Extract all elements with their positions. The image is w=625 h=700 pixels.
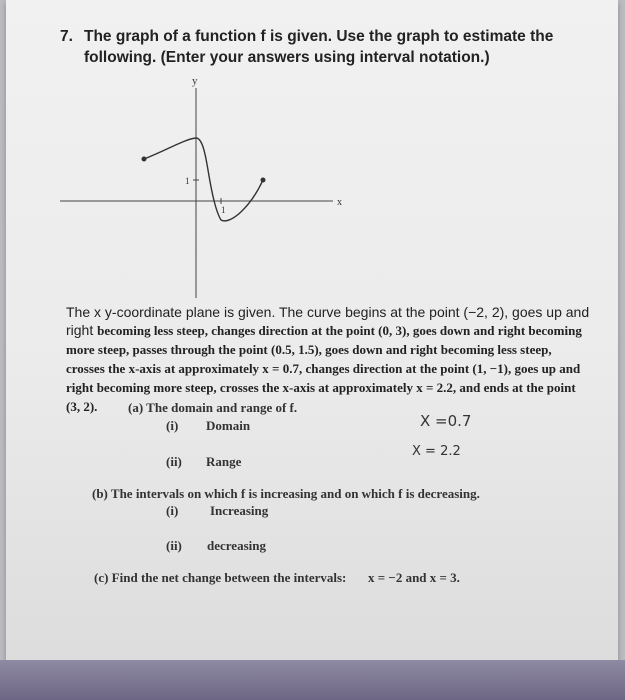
background-surface	[0, 660, 625, 700]
part-b-i-number: (i)	[166, 503, 179, 518]
question-title	[60, 26, 580, 68]
part-b-increasing-label: Increasing	[210, 503, 269, 518]
x-tick-label: 1	[221, 205, 226, 215]
curve-end-point	[261, 178, 266, 183]
y-axis-label: y	[192, 75, 198, 87]
handwritten-note-2: X = 2.2	[412, 444, 461, 459]
part-b-label: (b) The intervals on which f is increasing and on which f is decreasing.	[92, 486, 480, 501]
part-b-decreasing-label: decreasing	[207, 538, 266, 553]
part-c-intervals: x = −2 and x = 3.	[368, 570, 460, 585]
part-b-ii-number: (ii)	[166, 538, 182, 553]
description-part-1: The x y-coordinate plane is given. The curve begins at the point (−2, 2), goes up and right	[66, 304, 590, 338]
function-graph	[55, 70, 355, 300]
part-a-label: (a) The domain and range of f.	[128, 400, 298, 415]
curve-start-point	[142, 157, 147, 162]
function-curve	[144, 138, 263, 221]
question-line-2: following. (Enter your answers using interval notation.)	[84, 49, 490, 66]
part-a-i-number: (i)	[166, 418, 179, 433]
part-a-range-label: Range	[206, 454, 242, 469]
part-c-label: (c) Find the net change between the intervals:	[94, 570, 347, 585]
y-tick-label: 1	[185, 176, 190, 186]
part-a-domain-label: Domain	[206, 418, 251, 433]
description-part-2: becoming less steep, changes direction at the point (0, 3), goes down and right becoming more steep, passes through the point (0.5, 1.5), goes down and right becoming less steep, crosses the x-axis at approximately x = 0.7, changes direction at the point (1, −1), goes up and right becoming more steep, crosses the x-axis at approximately x = 2.2, and ends at the point (3, 2).	[66, 323, 582, 414]
question-number: 7.	[60, 28, 73, 45]
x-axis-label: x	[337, 197, 342, 208]
part-a-ii-number: (ii)	[166, 454, 182, 469]
question-line-1: The graph of a function f is given. Use the graph to estimate the	[84, 28, 554, 45]
handwritten-note-1: X =0.7	[420, 412, 472, 430]
